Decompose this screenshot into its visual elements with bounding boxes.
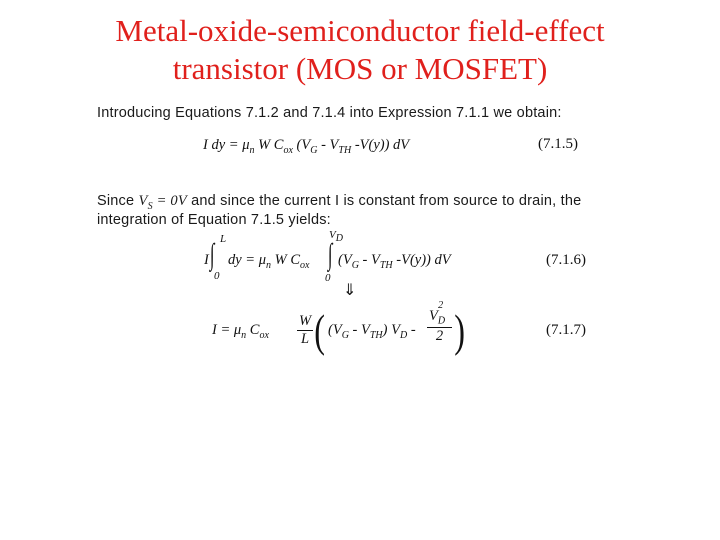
eq5-vg-sub: G — [310, 144, 318, 156]
eq6-body — [338, 252, 451, 271]
eq7-l: L — [301, 331, 310, 347]
eq7-vd-sub: D — [399, 329, 408, 341]
eq6-body-open: (V — [338, 252, 352, 268]
eq7-paren-open: ( — [314, 305, 326, 356]
equation-number-7-1-6: (7.1.6) — [546, 252, 586, 268]
eq7-c: C — [246, 322, 260, 338]
eq7-frac-v: V — [429, 307, 438, 324]
eq5-lhs: I dy = — [203, 137, 243, 153]
eq7-mu-sub: n — [241, 329, 247, 341]
eq6-upper-vd: V — [329, 229, 336, 241]
since-vs-sub: S — [147, 200, 153, 212]
eq6-upper-vd-sub: D — [335, 233, 343, 245]
eq6-body-sub-g: G — [351, 259, 359, 271]
eq6-upper-limit-l: L — [220, 233, 227, 245]
integral-sign-2: ∫ — [327, 238, 333, 271]
eq6-mu: μ — [258, 252, 267, 268]
eq5-wc: W C — [254, 137, 284, 153]
since-pre: Since — [97, 193, 139, 209]
eq7-minus: - — [407, 322, 416, 338]
eq6-body-sub-th: TH — [379, 259, 393, 271]
eq7-w: W — [299, 313, 312, 329]
eq7-vd2-over-2 — [427, 300, 452, 345]
eq5-rest: -V(y)) dV — [351, 137, 410, 153]
eq7-frac-num — [427, 300, 452, 328]
title-line-2: transistor (MOS or MOSFET) — [172, 51, 548, 86]
slide-title — [0, 12, 720, 88]
equation-number-7-1-5: (7.1.5) — [538, 136, 578, 152]
integral-sign-1: ∫ — [209, 238, 215, 271]
eq6-middle — [228, 252, 309, 271]
eq5-vth: - V — [317, 137, 339, 153]
eq7-vg: (V — [328, 322, 342, 338]
implies-arrow: ⇓ — [343, 282, 357, 299]
eq7-vg-sub: G — [341, 329, 349, 341]
since-text-line-1 — [97, 193, 581, 212]
equation-7-1-5 — [203, 137, 409, 156]
eq5-c-sub: ox — [283, 144, 293, 156]
eq6-c-sub: ox — [300, 259, 310, 271]
since-eq-zero: = 0V — [152, 193, 187, 209]
eq7-c-sub: ox — [259, 329, 269, 341]
eq7-frac-den: 2 — [435, 327, 444, 344]
since-post: and since the current I is constant from source to drain, the — [186, 193, 582, 209]
eq7-paren-close: ) — [454, 305, 466, 356]
eq6-lower-limit-0: 0 — [214, 270, 220, 282]
eq6-body-mid: - V — [358, 252, 380, 268]
equation-number-7-1-7: (7.1.7) — [546, 322, 586, 338]
eq7-w-over-l — [297, 313, 313, 348]
eq7-vth: - V — [348, 322, 370, 338]
eq7-lhs-group — [212, 322, 269, 341]
eq5-mu-sub: n — [249, 144, 255, 156]
eq6-body-rest: -V(y)) dV — [392, 252, 451, 268]
eq7-lhs: I = — [212, 322, 234, 338]
since-vs: V — [138, 193, 148, 209]
eq6-lower-limit-0b: 0 — [325, 272, 331, 284]
eq6-wc: W C — [271, 252, 301, 268]
intro-text: Introducing Equations 7.1.2 and 7.1.4 into Expression 7.1.1 we obtain: — [97, 105, 562, 121]
eq5-mu: μ — [242, 137, 250, 153]
eq7-mu: μ — [233, 322, 242, 338]
eq7-frac-sup: 2 — [438, 300, 444, 311]
since-text-line-2: integration of Equation 7.1.5 yields: — [97, 212, 331, 228]
eq7-vd: ) V — [382, 322, 400, 338]
eq7-vth-sub: TH — [369, 329, 383, 341]
eq7-body — [328, 322, 416, 341]
eq6-dy: dy = — [228, 252, 259, 268]
title-line-1: Metal-oxide-semiconductor field-effect — [115, 13, 605, 48]
eq5-vth-sub: TH — [338, 144, 352, 156]
eq6-i: I — [204, 252, 209, 268]
eq7-frac-sub: D — [437, 315, 446, 327]
eq5-vg: (V — [292, 137, 311, 153]
eq6-mu-sub: n — [266, 259, 272, 271]
